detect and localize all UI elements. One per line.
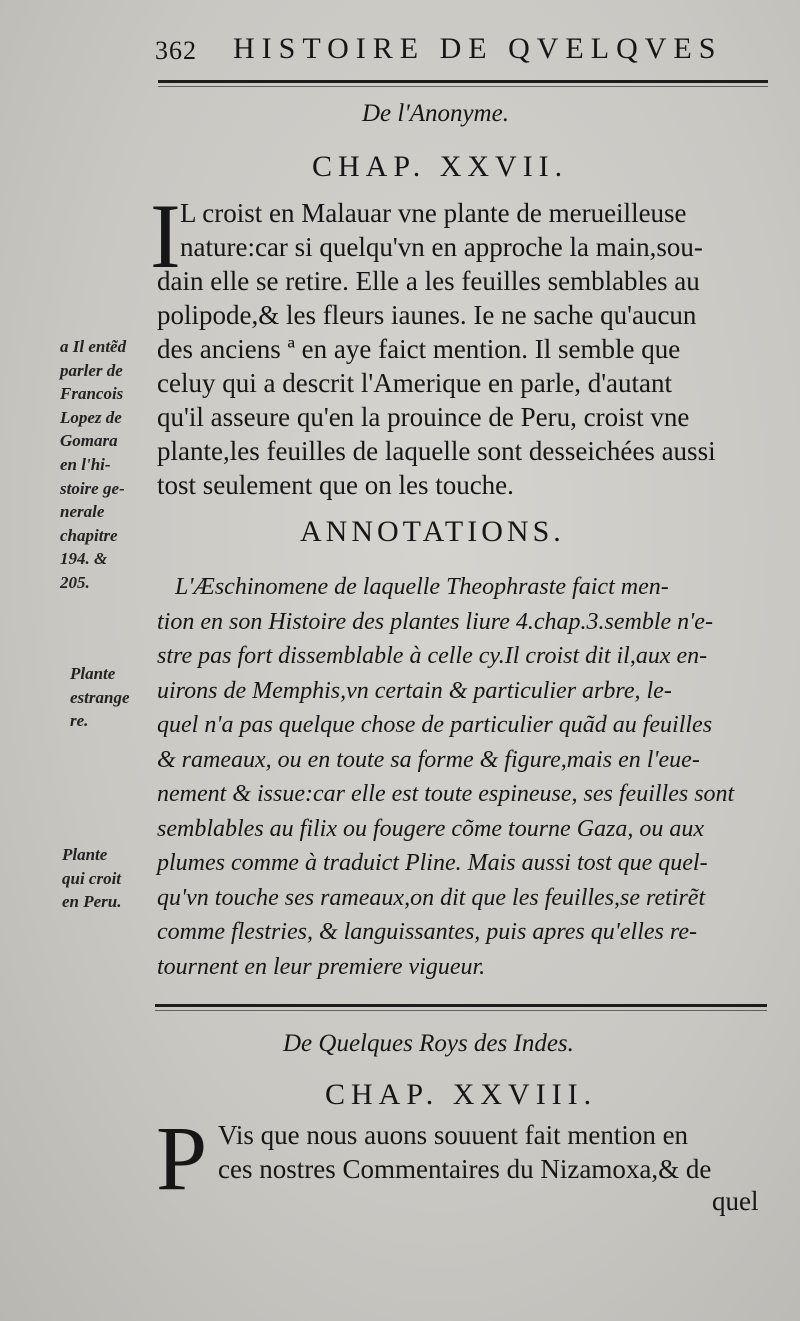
header-rule — [158, 80, 768, 83]
margin-line: 205. — [60, 572, 90, 592]
margin-line: Plante — [70, 664, 116, 683]
text-line: tion en son Histoire des plantes liure 4.chap.3.semble n'e- — [157, 608, 713, 635]
running-head — [155, 32, 775, 72]
margin-line: Lopez de — [60, 407, 122, 427]
margin-note — [62, 843, 122, 914]
annotations-text — [157, 570, 769, 984]
chapter-text — [180, 196, 768, 264]
text-line: plante,les feuilles de laquelle sont desseichées aussi — [157, 436, 716, 466]
text-line: quel n'a pas quelque chose de particulier quãd au feuilles — [157, 712, 713, 738]
running-title: HISTOIRE DE QVELQVES — [233, 32, 723, 65]
text-line: L croist en Malauar vne plante de merueilleuse — [180, 198, 687, 228]
text-line: comme flestries, & languissantes, puis apres qu'elles re- — [157, 919, 697, 945]
margin-line: stoire ge- — [60, 478, 125, 498]
text-line: semblables au filix ou fougere cõme tourne Gaza, ou aux — [157, 815, 705, 842]
text-line: tournent en leur premiere vigueur. — [157, 953, 486, 980]
margin-line: chapitre — [60, 525, 118, 545]
chapter-heading: CHAP. XXVIII. — [325, 1078, 598, 1111]
text-line: stre pas fort dissemblable à celle cy.Il croist dit il,aux en- — [157, 643, 708, 669]
page-number: 362 — [155, 36, 197, 65]
margin-line: Plante — [62, 845, 108, 864]
text-line: qu'il asseure qu'en la prouince de Peru, croist vne — [157, 402, 690, 432]
chapter-text-cont — [157, 264, 769, 502]
text-line: nature:car si quelqu'vn en approche la main,sou- — [180, 232, 703, 262]
text-line: dain elle se retire. Elle a les feuilles semblables au — [157, 266, 700, 296]
drop-cap: I — [150, 185, 181, 287]
text-line: plumes comme à traduict Pline. Mais aussi tost que quel- — [157, 850, 708, 876]
chapter-heading: CHAP. XXVII. — [312, 150, 569, 183]
catchword: quel — [712, 1186, 759, 1216]
margin-note — [60, 335, 126, 595]
section-subtitle: De Quelques Roys des Indes. — [283, 1030, 574, 1057]
chapter-text — [218, 1118, 770, 1186]
margin-line: 194. & — [60, 549, 108, 569]
text-line: L'Æschinomene de laquelle Theophraste faict men- — [175, 574, 669, 600]
margin-line: en Peru. — [62, 892, 122, 912]
section-rule-thin — [155, 1010, 767, 1011]
header-rule-thin — [158, 86, 768, 87]
margin-line: qui croit — [62, 868, 122, 888]
margin-line: Francois — [60, 384, 124, 404]
text-line: & rameaux, ou en toute sa forme & figure,mais en l'eue- — [157, 746, 700, 773]
text-line: qu'vn touche ses rameaux,on dit que les feuilles,se retirẽt — [157, 884, 706, 911]
annotations-heading: ANNOTATIONS. — [300, 515, 565, 548]
text-line: des anciens ª en aye faict mention. Il semble que — [157, 334, 681, 364]
margin-line: estrange — [70, 687, 130, 707]
margin-line: parler de — [60, 360, 123, 380]
text-line: celuy qui a descrit l'Amerique en parle, d'autant — [157, 368, 673, 398]
text-line: polipode,& les fleurs iaunes. Ie ne sache qu'aucun — [157, 300, 697, 330]
margin-line: a Il entẽd — [60, 337, 127, 356]
text-line: nement & issue:car elle est toute espineuse, ses feuilles sont — [157, 781, 735, 807]
section-subtitle: De l'Anonyme. — [362, 100, 509, 127]
margin-line: nerale — [60, 502, 105, 522]
margin-line: en l'hi- — [60, 454, 111, 474]
drop-cap: P — [156, 1107, 208, 1209]
section-rule — [155, 1004, 767, 1007]
text-line: tost seulement que on les touche. — [157, 470, 514, 500]
text-line: uirons de Memphis,vn certain & particulier arbre, le- — [157, 677, 672, 704]
margin-line: Gomara — [60, 431, 118, 451]
text-line: Vis que nous auons souuent fait mention en — [218, 1120, 689, 1150]
margin-note — [70, 662, 130, 733]
margin-line: re. — [70, 711, 89, 731]
text-line: ces nostres Commentaires du Nizamoxa,& de — [218, 1154, 712, 1184]
